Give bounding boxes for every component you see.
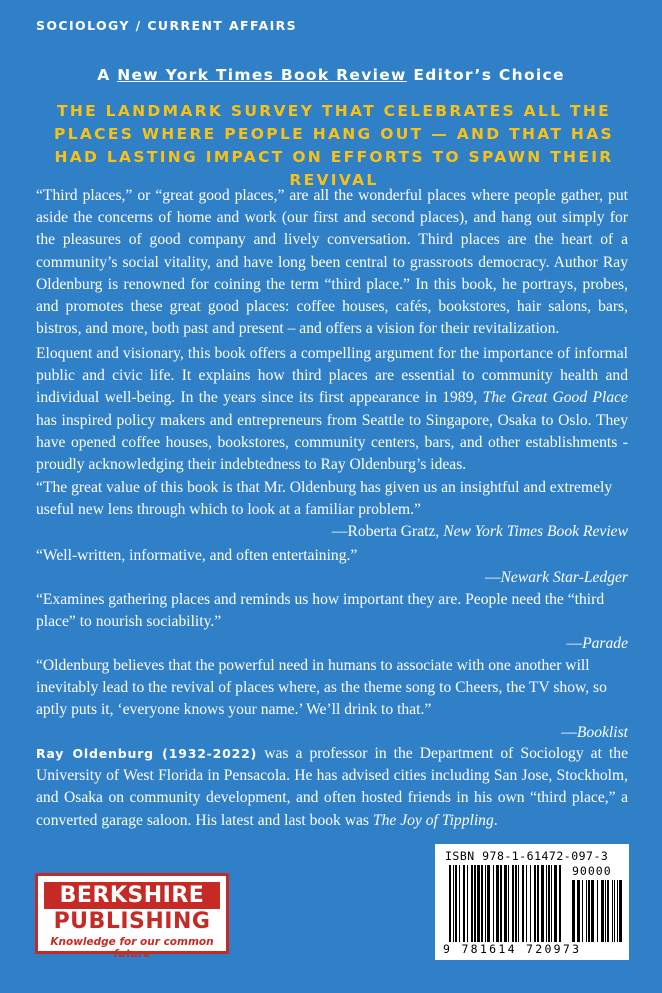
price-barcode-bars — [572, 880, 624, 942]
barcode-bar — [481, 865, 483, 942]
attribution-name: —Roberta Gratz, — [331, 523, 444, 541]
bio-text: was a professor in the Department of Sociology at the University of West Florida in Pensacola. He has advised cities including San Jose, Stockholm, and Osaka on community development, and often hosted friends in his own “third place,” a converted garage saloon. His latest and last book was — [36, 745, 628, 829]
quote-text: “The great value of this book is that Mr. Oldenburg has given us an insightful and extremely useful new lens through which to look at a familiar problem.” — [36, 479, 613, 519]
paragraph-2-after: has inspired policy makers and entrepreneurs from Seattle to Singapore, Osaka to Oslo. They have opened coffee houses, bookstores, community centers, bars, and other establishments - proudly acknowledging their indebtedness to Ray Oldenburg’s ideas. — [36, 411, 628, 474]
barcode-bar — [453, 865, 454, 942]
book-title: The Great Good Place — [482, 389, 628, 407]
barcode-bar — [605, 880, 606, 942]
barcode-bar — [582, 880, 583, 942]
headline-publication: New York Times Book Review — [117, 66, 407, 84]
barcode-bar — [537, 865, 539, 942]
barcode-bar — [614, 880, 615, 942]
review-quote — [36, 545, 628, 589]
author-name: Ray Oldenburg (1932-2022) — [36, 746, 258, 761]
barcode-bar — [617, 880, 618, 942]
logo-tagline: Knowledge for our common future — [50, 936, 214, 960]
attribution-source: Parade — [582, 635, 628, 653]
attribution-source: Booklist — [576, 723, 628, 741]
quote-text: “Oldenburg believes that the powerful need in humans to associate with one another will inevitably lead to the revival of places where, as the theme song to Cheers, the TV show, so aptly puts it, ‘everyone knows your name.’ We’ll drink to that.” — [36, 657, 607, 719]
review-quote — [36, 477, 628, 544]
paragraph-2-before: Eloquent and visionary, this book offers a compelling argument for the importance of informal public and civic life. It explains how third places are essential to community health and individual well-being. In the years since its first appearance in 1989, — [36, 345, 628, 407]
barcode-bar — [541, 865, 544, 942]
barcode-bar — [467, 865, 468, 942]
description-paragraph-2 — [36, 343, 628, 476]
barcode-bar — [619, 880, 622, 942]
barcode-bar — [485, 865, 486, 942]
review-quote — [36, 655, 628, 744]
barcode-bar — [459, 865, 460, 942]
headline-prefix: A — [97, 66, 118, 84]
headline — [0, 66, 662, 84]
quote-text: “Well-written, informative, and often entertaining.” — [36, 547, 358, 564]
publisher-logo — [35, 873, 229, 960]
barcode-bar — [515, 865, 517, 942]
barcode-bar — [487, 865, 490, 942]
barcode-bar — [607, 880, 609, 942]
barcode-bar — [455, 865, 457, 942]
quote-attribution — [36, 722, 628, 744]
attribution-source: Newark Star-Ledger — [500, 569, 628, 587]
barcode-bar — [534, 865, 536, 942]
barcode-bar — [586, 880, 587, 942]
barcode-bar — [474, 865, 476, 942]
description-paragraph-1: “Third places,” or “great good places,” are all the wonderful places where people gather, put aside the concerns of home and work (our first and second places), and hang out simply for the pleasures of good company and lively conversation. Third places are the heart of a community’s social vitality, and have long been central to grassroots democracy. Author Ray Oldenburg is renowned for coining the term “third place.” In this book, he portrays, probes, and promotes these great good places: coffee houses, cafés, bookstores, hair salons, bars, bistros, and more, both past and present – and offers a vision for their revitalization. — [36, 187, 628, 338]
headline-suffix: Editor’s Choice — [406, 66, 565, 84]
barcode-bar — [493, 865, 494, 942]
barcode-bar — [554, 865, 557, 942]
quote-attribution — [36, 633, 628, 655]
barcode-bar — [463, 865, 465, 942]
barcode-bars — [449, 865, 561, 942]
quote-attribution — [36, 567, 628, 589]
barcode-bar — [601, 880, 604, 942]
barcode-bar — [508, 865, 509, 942]
barcode-bar — [522, 865, 524, 942]
quote-attribution — [36, 521, 628, 543]
barcode-bar — [612, 880, 613, 942]
attribution-name: — — [561, 723, 577, 741]
barcode-bar — [591, 880, 594, 942]
attribution-name: — — [484, 569, 501, 587]
barcode-bar — [597, 880, 598, 942]
barcode-bar — [577, 880, 580, 942]
logo-line-1: BERKSHIRE — [44, 882, 220, 909]
logo-line-2: PUBLISHING — [53, 909, 211, 934]
barcode-bar — [500, 865, 502, 942]
barcode-bar — [477, 865, 480, 942]
barcode-bar — [518, 865, 519, 942]
barcode-bar — [496, 865, 499, 942]
attribution-source: New York Times Book Review — [443, 523, 628, 541]
barcode-bar — [588, 880, 590, 942]
barcode-digits: 9 781614 720973 — [443, 942, 582, 956]
bio-end: . — [493, 811, 498, 829]
barcode-bar — [471, 865, 473, 942]
barcode-bar — [512, 865, 514, 942]
tagline: THE LANDMARK SURVEY THAT CELEBRATES ALL THE PLACES WHERE PEOPLE HANG OUT — AND THAT HAS HAD LASTING IMPACT ON EFFORTS TO SPAWN THEIR REVIVAL — [54, 102, 614, 189]
isbn-label: ISBN 978-1-61472-097-3 — [445, 849, 609, 863]
category-label: SOCIOLOGY / CURRENT AFFAIRS — [36, 18, 298, 33]
barcode-bar — [572, 880, 575, 942]
isbn-barcode — [435, 844, 629, 960]
review-quote — [36, 589, 628, 656]
barcode-bar — [530, 865, 531, 942]
barcode-bar — [504, 865, 507, 942]
barcode-bar — [548, 865, 550, 942]
last-book-title: The Joy of Tippling — [372, 811, 494, 829]
barcode-bar — [559, 865, 561, 942]
barcode-bar — [449, 865, 451, 942]
author-bio — [36, 743, 628, 832]
barcode-bar — [551, 865, 552, 942]
barcode-bar — [546, 865, 547, 942]
attribution-name: — — [566, 635, 583, 653]
barcode-bar — [526, 865, 527, 942]
price-code: 90000 — [572, 864, 612, 878]
quote-text: “Examines gathering places and reminds us how important they are. People need the “third place” to nourish sociability.” — [36, 591, 605, 631]
